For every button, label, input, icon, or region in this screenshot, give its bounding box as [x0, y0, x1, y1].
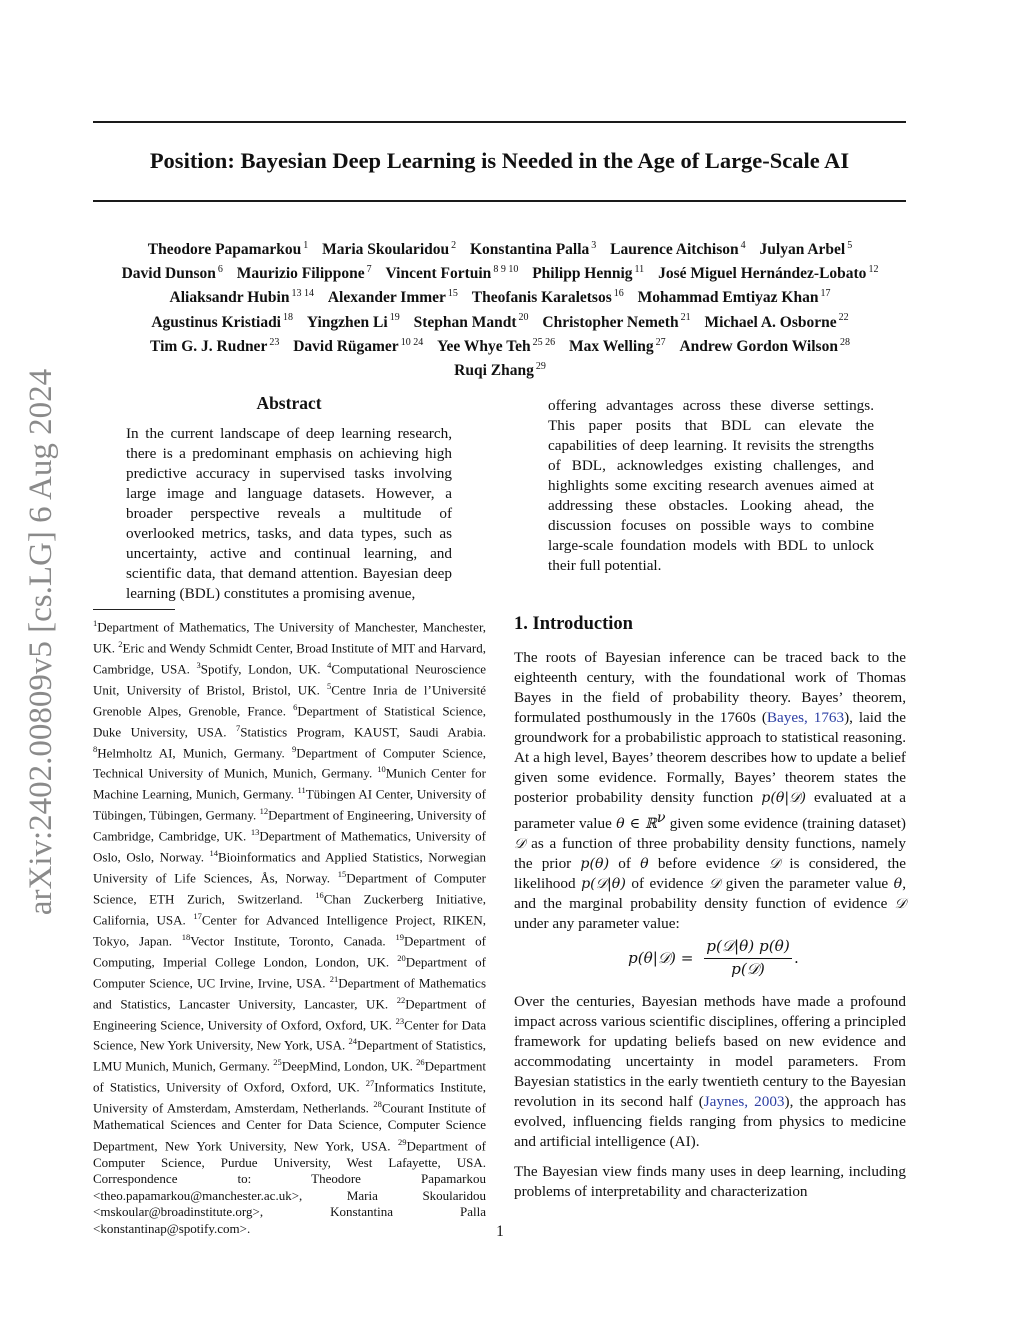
author-affiliation-marker: 2 — [451, 240, 457, 251]
affiliation-text: Munich Center for Machine Learning, Munich, Germany. — [93, 765, 486, 802]
affiliation-text: Department of Statistical Science, Duke University, USA. — [93, 703, 486, 739]
author-name: Yee Whye Teh $^{25 26}$ — [437, 336, 556, 355]
author-name: Theodore Papamarkou $^1$ — [147, 240, 309, 259]
author-affiliation-marker: 12 — [868, 264, 879, 276]
affiliation-text: Eric and Wendy Schmidt Center, Broad Institute of MIT and Harvard, Cambridge, USA. — [93, 640, 486, 677]
footnote-marker: 4 — [327, 659, 332, 670]
author-list — [80, 236, 920, 381]
affiliation-text: Informatics Institute, University of Amsterdam, Amsterdam, Netherlands. — [93, 1079, 487, 1116]
footnote-marker: 9 — [292, 743, 297, 754]
author-line — [80, 236, 920, 260]
affiliation-text: Statistics Program, KAUST, Saudi Arabia. — [240, 723, 486, 739]
author-affiliation-marker: 19 — [389, 312, 400, 324]
footnote-marker: 29 — [397, 1136, 407, 1147]
footnote-marker: 28 — [373, 1099, 382, 1110]
footnote-marker: 12 — [259, 806, 269, 817]
citation-jaynes[interactable]: Jaynes, 2003 — [703, 1093, 785, 1110]
affiliation-text: Spotify, London, UK. — [200, 661, 321, 677]
affiliation-text: Chan Zuckerberg Initiative, California, USA. — [93, 891, 487, 928]
author-name: Mohammad Emtiyaz Khan $^{17}$ — [637, 288, 831, 307]
affiliation-text: Department of Engineering, University of Cambridge, Cambridge, UK. — [93, 807, 487, 844]
bayes-theorem-equation — [514, 937, 906, 983]
equation-period: . — [794, 949, 799, 967]
footnote-marker: 13 — [250, 827, 260, 838]
author-name: Philipp Hennig $^{11}$ — [532, 264, 645, 283]
affiliation-text: Center for Data Science, New York University, New York, USA. — [93, 1016, 486, 1053]
author-line — [80, 308, 920, 332]
equation-lhs: p(θ|𝒟) = — [628, 949, 694, 967]
footnote-marker: 22 — [396, 994, 406, 1005]
paper-title: Position: Bayesian Deep Learning is Needed in the Age of Large-Scale AI — [149, 148, 850, 173]
section-heading-introduction: 1. Introduction — [514, 614, 633, 634]
author-name: Alexander Immer $^{15}$ — [327, 288, 458, 307]
affiliation-text: Department of Engineering Science, University of Oxford, Oxford, UK. — [93, 995, 486, 1032]
author-affiliation-marker: 27 — [655, 336, 666, 348]
author-affiliation-marker: 28 — [839, 336, 850, 348]
author-name: Tim G. J. Rudner $^{23}$ — [150, 336, 280, 355]
abstract-text-right: offering advantages across these diverse settings. This paper posits that BDL can elevate the capabilities of deep learning. It revisits the strengths of BDL, acknowledges existing challenges, and highlights some exciting research avenues aimed at addressing these obstacles. Looking ahead, the discussion focuses on possible ways to combine large-scale foundation models with BDL to unlock their full potential. — [548, 397, 874, 574]
author-affiliation-marker: 8 9 10 — [493, 264, 519, 276]
author-name: José Miguel Hernández-Lobato $^{12}$ — [658, 264, 879, 283]
affiliation-text: Computational Neuroscience Unit, University of Bristol, Bristol, UK. — [93, 661, 487, 698]
author-affiliation-marker: 21 — [680, 312, 691, 324]
affiliation-text: Helmholtz AI, Munich, Germany. — [97, 744, 285, 760]
affiliation-text: Department of Statistics, University of Oxford, Oxford, UK. — [93, 1058, 487, 1095]
affiliation-text: Department of Statistics, LMU Munich, Munich, Germany. — [93, 1037, 486, 1074]
author-name: Michael A. Osborne $^{22}$ — [704, 312, 849, 331]
affiliation-text: Center for Advanced Intelligence Project, RIKEN, Tokyo, Japan. — [93, 912, 487, 949]
footnote-marker: 7 — [235, 722, 241, 733]
affiliation-text: Centre Inria de l’Université Grenoble Alpes, Grenoble, France. — [93, 682, 487, 719]
title-rule-bottom — [93, 200, 906, 202]
author-line — [80, 284, 920, 308]
intro-paragraph-1: The roots of Bayesian inference can be traced back to the eighteenth century, with the foundational work of Thomas Bayes in the field of probability theory. Bayes’ theorem, formulated posthumously in the 1760s (Bayes, 1763), laid the groundwork for a probabilistic approach to statistical reasoning. At a high level, Bayes’ theorem describes how to update a belief given some evidence. Formally, Bayes’ theorem states the posterior probability density function p(θ|𝒟) evaluated at a parameter value θ ∈ ℝ$^\nu$ given some evidence (training dataset) 𝒟 as a function of three probability density functions, namely the prior p(θ) of θ before evidence 𝒟 is considered, the likelihood p(𝒟|θ) of evidence 𝒟 given the parameter value θ, and the marginal probability density function of evidence 𝒟 under any parameter value: — [514, 649, 907, 933]
footnote-marker: 3 — [196, 659, 201, 670]
author-line — [80, 333, 920, 357]
affiliation-text: Department of Computer Science, Purdue University, West Lafayette, USA. — [93, 1138, 486, 1170]
affiliation-text: DeepMind, London, UK. — [281, 1058, 413, 1074]
footnote-rule — [93, 609, 175, 610]
footnote-marker: 16 — [315, 889, 324, 900]
equation-fraction — [704, 937, 792, 979]
footnote-marker: 8 — [93, 743, 98, 754]
correspondence-text: Correspondence to: Theodore Papamarkou <theo.papamarkou@manchester.ac.uk>, Maria Skoularidou <mskoular@broadinstitute.org>, Konstantina Palla <konstantinap@spotify.com>. — [93, 1171, 486, 1237]
author-name: Stephan Mandt $^{20}$ — [413, 312, 529, 331]
affiliation-text: Department of Computer Science, UC Irvine, Irvine, USA. — [93, 954, 486, 990]
author-line — [80, 357, 920, 381]
footnote-marker: 6 — [293, 701, 298, 712]
author-name: David Rügamer $^{10 24}$ — [293, 336, 424, 355]
author-affiliation-marker: 1 — [303, 240, 309, 251]
author-name: David Dunson $^6$ — [121, 264, 223, 283]
author-affiliation-marker: 11 — [634, 264, 645, 276]
author-name: Max Welling $^{27}$ — [569, 336, 666, 355]
citation-bayes[interactable]: Bayes, 1763 — [766, 709, 845, 726]
title-rule-top — [93, 121, 906, 123]
author-line — [80, 260, 920, 284]
affiliation-text: Department of Computing, Imperial College London, London, UK. — [93, 933, 486, 970]
footnote-marker: 17 — [193, 910, 202, 921]
footnote-marker: 15 — [337, 869, 347, 880]
footnote-marker: 24 — [348, 1036, 358, 1047]
author-name: Laurence Aitchison $^4$ — [610, 240, 746, 259]
author-affiliation-marker: 22 — [838, 312, 849, 324]
affiliation-text: Department of Mathematics, University of Oslo, Oslo, Norway. — [93, 828, 486, 865]
author-affiliation-marker: 6 — [217, 264, 223, 276]
equation-denominator: p(𝒟) — [731, 960, 765, 978]
footnote-marker: 26 — [416, 1057, 425, 1068]
author-affiliation-marker: 20 — [518, 312, 529, 324]
author-affiliation-marker: 18 — [283, 312, 293, 324]
footnote-marker: 18 — [181, 931, 191, 942]
affiliation-text: Bioinformatics and Applied Statistics, Norwegian University of Life Sciences, Ås, Norway. — [93, 849, 486, 886]
author-affiliation-marker: 17 — [820, 288, 831, 300]
footnote-marker: 11 — [297, 785, 306, 796]
equation-numerator: p(𝒟|θ) p(θ) — [706, 937, 790, 955]
author-name: Theofanis Karaletsos $^{16}$ — [471, 288, 624, 307]
affiliation-text: Department of Computer Science, Technical University of Munich, Munich, Germany. — [93, 744, 487, 781]
arxiv-identifier[interactable]: arXiv:2402.00809v5 [cs.LG] 6 Aug 2024 — [23, 368, 59, 916]
footnote-marker: 21 — [329, 973, 339, 984]
affiliation-footnotes — [93, 615, 486, 1238]
footnote-marker: 10 — [377, 764, 386, 775]
author-affiliation-marker: 7 — [366, 264, 372, 276]
footnote-marker: 19 — [395, 931, 404, 942]
footnote-marker: 27 — [365, 1078, 375, 1089]
author-affiliation-marker: 15 — [447, 288, 458, 300]
author-name: Christopher Nemeth $^{21}$ — [542, 312, 691, 331]
page-number: 1 — [496, 1223, 504, 1240]
author-affiliation-marker: 3 — [591, 240, 597, 251]
footnote-marker: 25 — [273, 1057, 282, 1068]
footnote-marker: 23 — [395, 1015, 405, 1026]
author-name: Julyan Arbel $^5$ — [759, 240, 853, 259]
abstract-heading: Abstract — [256, 393, 322, 413]
author-name: Konstantina Palla $^3$ — [470, 240, 597, 259]
footnote-marker: 2 — [118, 638, 123, 649]
author-name: Agustinus Kristiadi $^{18}$ — [151, 312, 293, 331]
author-affiliation-marker: 23 — [269, 336, 280, 348]
intro-paragraph-2: Over the centuries, Bayesian methods have made a profound impact across various scientific disciplines, offering a principled framework for updating beliefs based on new evidence and accommodating uncertainty in model parameters. From Bayesian statistics in the early twentieth century to the Bayesian revolution in its second half (Jaynes, 2003), the approach has evolved, influencing fields ranging from physics to medicine and artificial intelligence (AI). — [514, 993, 907, 1150]
author-name: Aliaksandr Hubin $^{13 14}$ — [169, 288, 314, 307]
author-name: Vincent Fortuin $^{8 9 10}$ — [385, 264, 519, 283]
intro-paragraph-3: The Bayesian view finds many uses in deep learning, including problems of interpretability and characterization — [514, 1163, 906, 1200]
affiliation-text: Department of Mathematics, The University of Manchester, Manchester, UK. — [93, 619, 486, 656]
affiliation-text: Department of Computer Science, ETH Zurich, Switzerland. — [93, 870, 486, 907]
author-affiliation-marker: 16 — [613, 288, 624, 300]
author-name: Yingzhen Li $^{19}$ — [306, 312, 400, 331]
footnote-marker: 1 — [93, 618, 98, 628]
author-name: Maria Skoularidou $^2$ — [322, 240, 457, 259]
author-affiliation-marker: 13 14 — [291, 288, 314, 300]
author-name: Maurizio Filippone $^7$ — [236, 264, 372, 283]
affiliation-text: Vector Institute, Toronto, Canada. — [190, 933, 386, 949]
author-name: Andrew Gordon Wilson $^{28}$ — [679, 336, 850, 355]
author-affiliation-marker: 4 — [740, 240, 746, 251]
author-name: Ruqi Zhang $^{29}$ — [454, 360, 546, 379]
affiliation-text: Courant Institute of Mathematical Sciences and Center for Data Science, Computer Science Department, New York University, New York, USA. — [93, 1100, 486, 1154]
affiliation-text: Department of Mathematics and Statistics, Lancaster University, Lancaster, UK. — [93, 975, 487, 1011]
footnote-marker: 5 — [326, 680, 332, 691]
abstract-text-left: In the current landscape of deep learning research, there is a predominant emphasis on achieving high predictive accuracy in supervised tasks involving large image and language datasets. However, a broader perspective reveals a multitude of overlooked metrics, tasks, and data types, such as uncertainty, active and continual learning, and scientific data, that demand attention. Bayesian deep learning (BDL) constitutes a promising avenue, — [126, 425, 452, 602]
affiliation-text: Tübingen AI Center, University of Tübingen, Tübingen, Germany. — [93, 786, 487, 823]
footnote-marker: 20 — [397, 952, 406, 963]
author-affiliation-marker: 29 — [535, 360, 546, 372]
footnote-marker: 14 — [209, 848, 218, 859]
author-affiliation-marker: 25 26 — [532, 336, 556, 348]
author-affiliation-marker: 5 — [847, 240, 853, 251]
author-affiliation-marker: 10 24 — [400, 336, 424, 348]
